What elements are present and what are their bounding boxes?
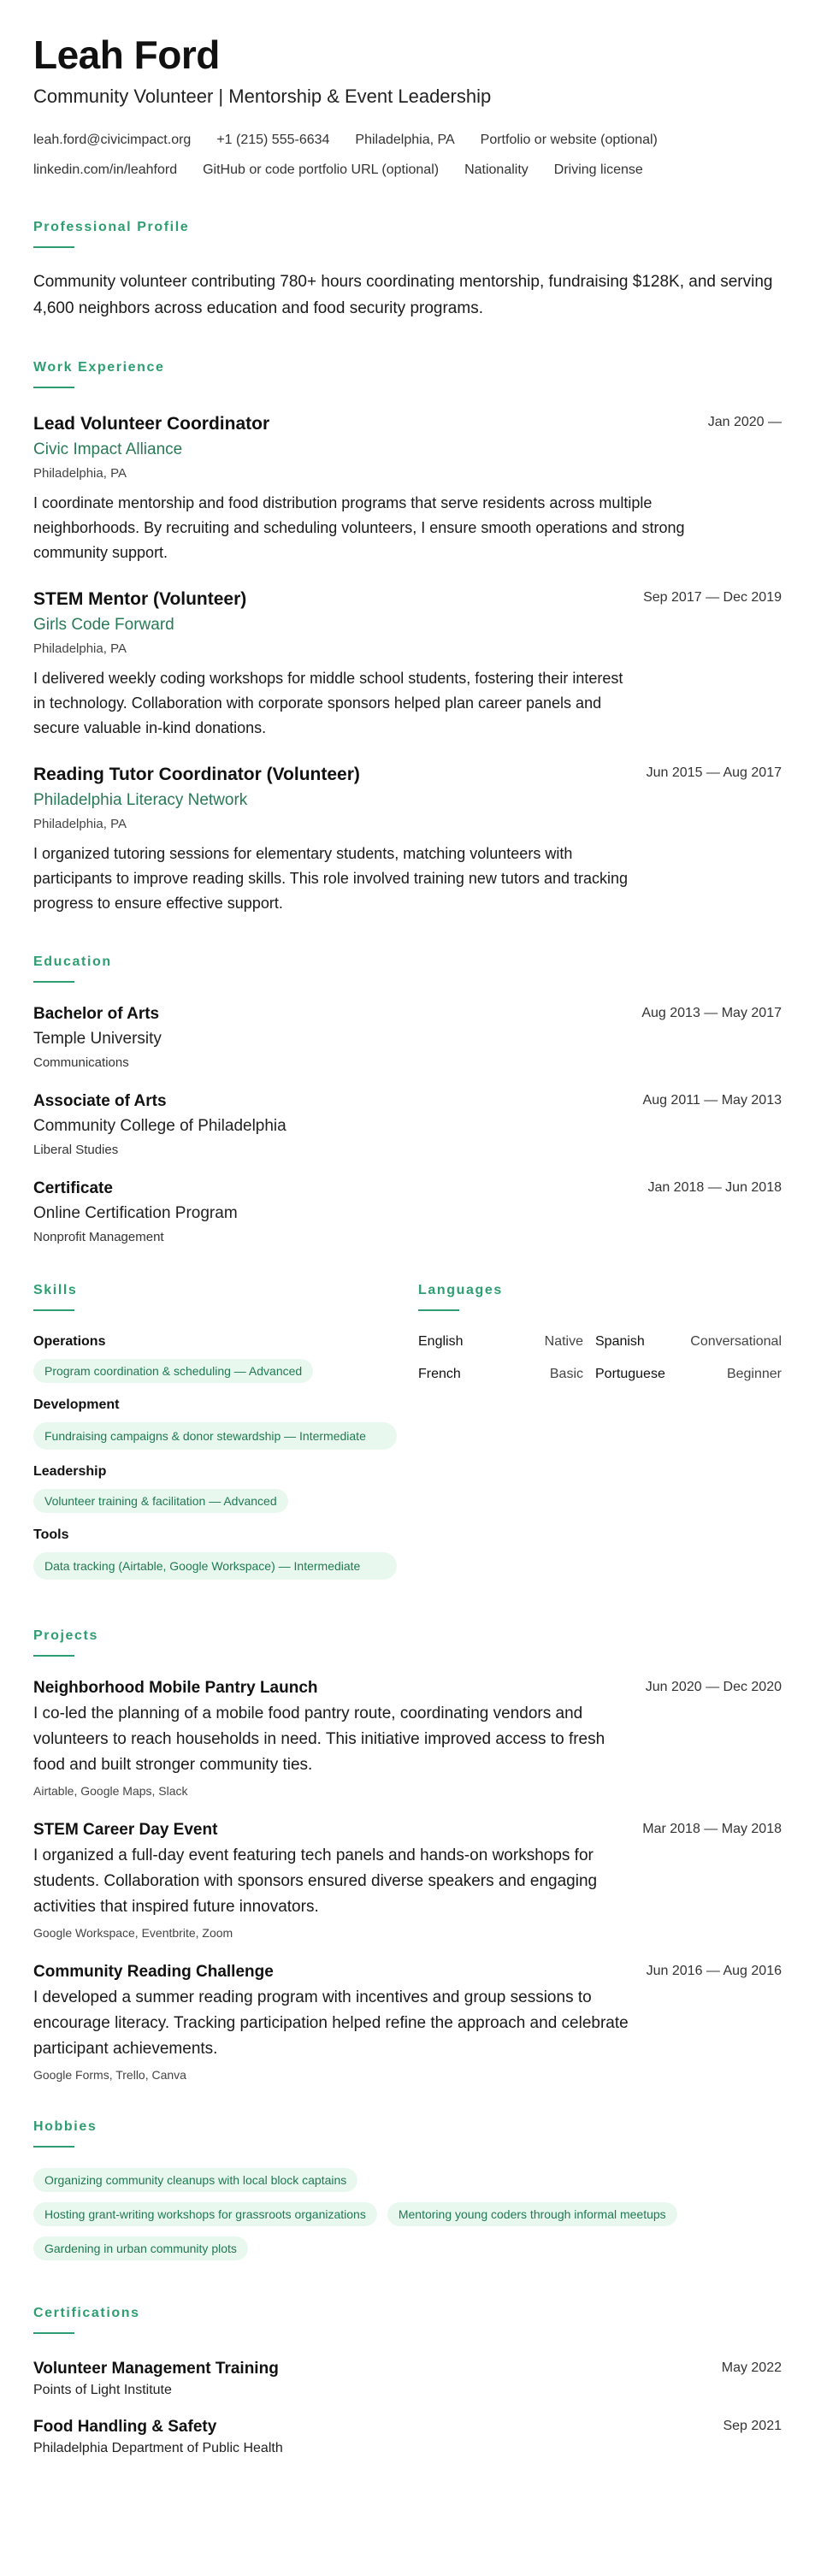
job-organization: Girls Code Forward — [33, 616, 174, 634]
education-item — [33, 1003, 782, 1073]
certification-issuer: Points of Light Institute — [33, 2383, 172, 2397]
contact-phone[interactable]: +1 (215) 555-6634 — [216, 133, 330, 147]
skill-tag: Data tracking (Airtable, Google Workspace) — Intermediate — [33, 1552, 397, 1580]
field-of-study: Communications — [33, 1055, 129, 1070]
section-title: Hobbies — [33, 2119, 97, 2134]
school: Online Certification Program — [33, 1204, 238, 1222]
certifications-section — [33, 2305, 782, 2459]
skill-category: Tools — [33, 1527, 69, 1542]
education-date: Aug 2013 — May 2017 — [641, 1006, 782, 1020]
project-description: I organized a full-day event featuring tech panels and hands-on workshops for students. Collaboration with sponsors ensured diverse speakers and engaging activities that inspired future innovators. — [33, 1846, 598, 1916]
project-description: I developed a summer reading program with incentives and group sessions to encourage literacy. Tracking participation helped refine the approach and celebrate participant achievements. — [33, 1988, 629, 2058]
hobby-tag: Organizing community cleanups with local block captains — [33, 2168, 357, 2192]
experience-section — [33, 359, 782, 916]
hobby-tag: Mentoring young coders through informal meetups — [387, 2202, 677, 2226]
skill-category: Operations — [33, 1334, 106, 1349]
contact-location: Philadelphia, PA — [355, 133, 455, 147]
project-title: STEM Career Day Event — [33, 1821, 218, 1839]
candidate-headline: Community Volunteer | Mentorship & Event Leadership — [33, 86, 492, 107]
language-level: Native — [544, 1334, 583, 1349]
degree: Certificate — [33, 1179, 113, 1197]
job-location: Philadelphia, PA — [33, 466, 127, 481]
project-tools: Airtable, Google Maps, Slack — [33, 1784, 188, 1798]
project-item — [33, 1819, 782, 1942]
project-date: Jun 2020 — Dec 2020 — [645, 1680, 782, 1694]
skill-group — [33, 1395, 397, 1450]
project-title: Community Reading Challenge — [33, 1963, 274, 1981]
project-tools: Google Workspace, Eventbrite, Zoom — [33, 1926, 233, 1940]
degree: Associate of Arts — [33, 1092, 167, 1110]
profile-section — [33, 219, 782, 322]
field-of-study: Nonprofit Management — [33, 1230, 164, 1244]
contact-driving-license: Driving license — [553, 162, 643, 177]
hobby-tag: Hosting grant-writing workshops for grassroots organizations — [33, 2202, 377, 2226]
experience-item — [33, 412, 782, 565]
job-date: Jan 2020 — — [707, 415, 782, 429]
language-name: French — [418, 1367, 461, 1381]
certification-name: Volunteer Management Training — [33, 2360, 279, 2378]
skill-category: Leadership — [33, 1464, 107, 1479]
skills-languages-row — [33, 1282, 782, 1592]
projects-section — [33, 1628, 782, 2084]
language-level: Beginner — [726, 1367, 782, 1381]
certification-date: Sep 2021 — [723, 2419, 782, 2433]
section-divider — [33, 981, 74, 983]
contact-nationality: Nationality — [464, 162, 529, 177]
education-date: Aug 2011 — May 2013 — [642, 1093, 782, 1108]
skill-group — [33, 1462, 397, 1513]
contact-github[interactable]: GitHub or code portfolio URL (optional) — [203, 162, 440, 177]
project-description: I co-led the planning of a mobile food pantry route, coordinating vendors and volunteers to reach households in need. This initiative improved access to fresh food and built stronger community ties. — [33, 1705, 605, 1774]
certification-item — [33, 2416, 782, 2459]
contact-list — [33, 125, 782, 185]
skill-tag: Program coordination & scheduling — Advanced — [33, 1359, 313, 1383]
education-section — [33, 954, 782, 1248]
certification-issuer: Philadelphia Department of Public Health — [33, 2441, 283, 2455]
skills-section — [33, 1282, 397, 1592]
education-item — [33, 1178, 782, 1248]
job-organization: Philadelphia Literacy Network — [33, 791, 248, 809]
project-item — [33, 1961, 782, 2084]
language-list — [418, 1332, 782, 1385]
language-name: Portuguese — [595, 1367, 665, 1381]
job-description: I coordinate mentorship and food distribution programs that serve residents across multiple neighborhoods. By recruiting and scheduling volunteers, I ensure smooth operations and strong community support. — [33, 494, 685, 561]
project-title: Neighborhood Mobile Pantry Launch — [33, 1679, 318, 1697]
experience-item — [33, 588, 782, 741]
candidate-name: Leah Ford — [33, 32, 220, 77]
section-title: Work Experience — [33, 360, 165, 375]
section-divider — [33, 2332, 74, 2334]
skill-group — [33, 1525, 397, 1580]
language-level: Basic — [549, 1367, 583, 1381]
section-title: Professional Profile — [33, 220, 190, 234]
resume-header — [33, 31, 782, 185]
job-location: Philadelphia, PA — [33, 817, 127, 831]
certification-date: May 2022 — [721, 2360, 782, 2375]
contact-linkedin[interactable]: linkedin.com/in/leahford — [33, 162, 178, 177]
school: Community College of Philadelphia — [33, 1117, 286, 1135]
section-divider — [33, 2146, 74, 2148]
hobby-list — [33, 2168, 782, 2271]
job-location: Philadelphia, PA — [33, 641, 127, 656]
language-name: Spanish — [595, 1334, 645, 1349]
section-divider — [418, 1309, 459, 1311]
section-divider — [33, 387, 74, 388]
job-title: Reading Tutor Coordinator (Volunteer) — [33, 765, 360, 784]
education-item — [33, 1090, 782, 1161]
project-tools: Google Forms, Trello, Canva — [33, 2068, 186, 2082]
section-title: Languages — [418, 1283, 503, 1297]
education-date: Jan 2018 — Jun 2018 — [647, 1180, 782, 1195]
job-description: I delivered weekly coding workshops for middle school students, fostering their interest in technology. Collaboration with corporate sponsors helped plan career panels and secure valuable in-kind donations. — [33, 670, 623, 736]
field-of-study: Liberal Studies — [33, 1143, 119, 1157]
section-title: Projects — [33, 1628, 98, 1643]
certification-name: Food Handling & Safety — [33, 2418, 217, 2436]
contact-portfolio[interactable]: Portfolio or website (optional) — [480, 133, 658, 147]
language-name: English — [418, 1334, 464, 1349]
project-item — [33, 1677, 782, 1800]
language-level: Conversational — [690, 1334, 782, 1349]
section-title: Education — [33, 954, 112, 969]
job-description: I organized tutoring sessions for elementary students, matching volunteers with participants to improve reading skills. This role involved training new tutors and tracking progress to ensure effective support. — [33, 845, 629, 912]
section-divider — [33, 1655, 74, 1657]
skill-tag: Fundraising campaigns & donor stewardship — Intermediate — [33, 1422, 397, 1450]
languages-section — [418, 1282, 782, 1592]
job-date: Sep 2017 — Dec 2019 — [643, 590, 782, 605]
certification-item — [33, 2358, 782, 2401]
degree: Bachelor of Arts — [33, 1005, 160, 1023]
section-title: Certifications — [33, 2306, 140, 2320]
contact-email[interactable]: leah.ford@civicimpact.org — [33, 133, 192, 147]
job-title: Lead Volunteer Coordinator — [33, 414, 270, 434]
skill-group — [33, 1332, 397, 1383]
project-date: Jun 2016 — Aug 2016 — [646, 1964, 782, 1978]
school: Temple University — [33, 1030, 162, 1048]
skill-tag: Volunteer training & facilitation — Advanced — [33, 1489, 288, 1513]
experience-item — [33, 763, 782, 916]
job-title: STEM Mentor (Volunteer) — [33, 589, 247, 609]
project-date: Mar 2018 — May 2018 — [642, 1822, 782, 1836]
job-date: Jun 2015 — Aug 2017 — [646, 765, 782, 780]
job-organization: Civic Impact Alliance — [33, 440, 183, 458]
hobby-tag: Gardening in urban community plots — [33, 2236, 248, 2260]
section-divider — [33, 246, 74, 248]
section-title: Skills — [33, 1283, 78, 1297]
section-divider — [33, 1309, 74, 1311]
skill-category: Development — [33, 1397, 120, 1412]
hobbies-section — [33, 2118, 782, 2271]
profile-summary: Community volunteer contributing 780+ hours coordinating mentorship, fundraising $128K, and serving 4,600 neighbors across education and food security programs. — [33, 273, 773, 317]
